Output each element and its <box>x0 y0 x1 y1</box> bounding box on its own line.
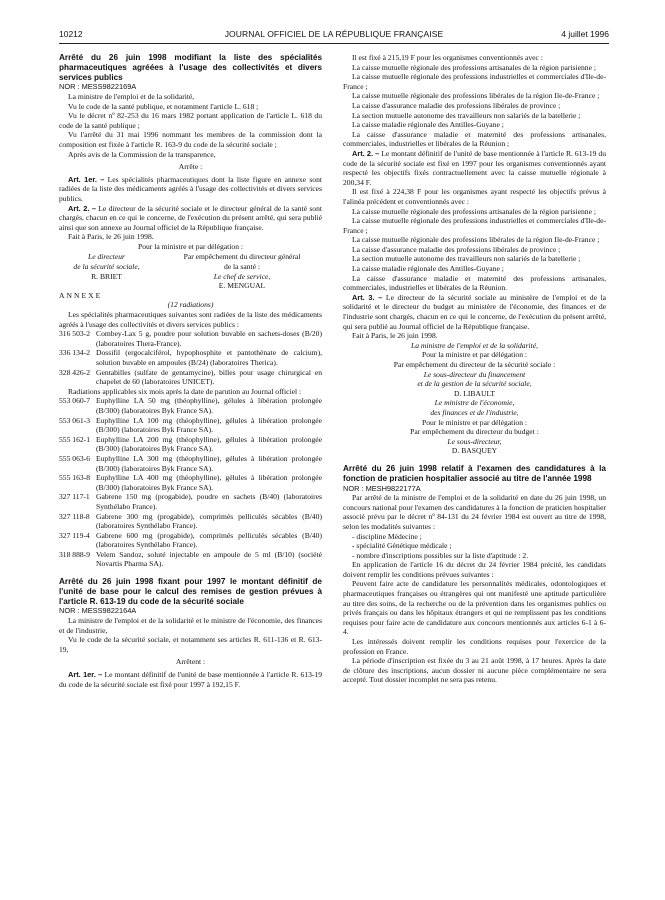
text: La caisse mutuelle régionale des professions libérales de la région Ile-de-France ; <box>352 91 600 101</box>
signature-block <box>59 252 322 290</box>
page-number: 10212 <box>59 29 83 39</box>
text: La section mutuelle autonome des travailleurs non salariés de la batellerie ; <box>352 110 581 120</box>
radiation-text: Combey-Lax 5 g, poudre pour solution buvable en sachets-doses (B/20) (laboratoires Thera-France). <box>96 329 322 348</box>
annexe-intro: Les spécialités pharmaceutiques suivantes sont radiées de la liste des médicaments agréés à l'usage des collectivités et divers services publics : <box>59 310 322 329</box>
text: En application de l'article 16 du décret du 24 février 1984 précité, les candidats doivent remplir les conditions prévues suivantes : <box>343 560 606 579</box>
signature-line: Le sous-directeur du financement <box>423 369 526 379</box>
signature-line: et de la gestion de la sécurité sociale, <box>417 379 532 389</box>
left-column <box>59 53 322 689</box>
radiation-item <box>59 348 322 367</box>
radiation-code: 555 063-6 <box>59 453 91 463</box>
fait-a: Fait à Paris, le 26 juin 1998. <box>352 331 438 341</box>
journal-title: JOURNAL OFFICIEL DE LA RÉPUBLIQUE FRANÇAISE <box>224 29 444 39</box>
radiation-item <box>59 435 322 454</box>
text: La ministre de l'emploi et de la solidarité, <box>68 91 195 101</box>
article-2: Art. 2. – Le montant définitif de l'unité de base mentionnée à l'article R. 613-19 du code de la sécurité sociale est fixé en 1997 pour les organismes conventionnés ayant respecté les objectifs fixés contractuellement avec la caisse mutuelle régionale à 200,34 F. <box>343 148 606 187</box>
radiation-text: Gabrene 600 mg (progabide), comprimés pelliculés sécables (B/40) (laboratoires Synthélabo France). <box>96 530 322 550</box>
radiation-text: Gabrene 150 mg (progabide), poudre en sachets (B/40) (laboratoires Synthélabo France). <box>96 492 322 511</box>
arrete1-nor: NOR : MESS9822169A <box>59 82 137 92</box>
article-1: Art. 1er. – Le montant définitif de l'unité de base mentionnée à l'article R. 613-19 du code de la sécurité sociale est fixé pour 1997 à 192,15 F. <box>59 670 323 689</box>
radiation-code: 555 163-8 <box>59 473 91 483</box>
text: La caisse d'assurance maladie et maternité des professions artisanales, commerciales, industrielles et libérales de la Réunion ; <box>343 129 606 149</box>
text: La ministre de l'emploi et de la solidarité et le ministre de l'économie, des finances et de l'industrie, <box>59 616 322 635</box>
radiation-code: 553 060-7 <box>59 396 91 406</box>
radiation-item <box>59 368 322 387</box>
text: La caisse mutuelle régionale des professions industrielles et commerciales d'Ile-de-France ; <box>343 216 606 235</box>
right-column <box>343 53 606 685</box>
arretent-label: Arrêtent : <box>175 657 206 667</box>
text: Les intéressés doivent remplir les conditions requises pour l'exercice de la profession en France. <box>343 637 606 656</box>
radiation-item <box>59 329 322 348</box>
radiation-list <box>59 329 322 387</box>
arrete2-title: Arrêté du 26 juin 1998 fixant pour 1997 le montant définitif de l'unité de base pour le calcul des remises de gestion prévues à l'article R. 613-19 du code de la sécurité sociale <box>59 577 322 606</box>
arrete1-title: Arrêté du 26 juin 1998 modifiant la liste des spécialités pharmaceutiques agréées à l'usage des collectivités et divers services publics <box>59 53 322 82</box>
signatory-name: E. MENGUAL <box>218 281 266 291</box>
text: La période d'inscription est fixée du 3 au 21 août 1998, à 17 heures. Après la date de clôture des inscriptions, aucun dossier ni aucune pièce complémentaire ne sera accepté. Tout dossier incomplet ne sera pas retenu. <box>343 656 606 685</box>
signature-line: Le ministre de l'économie, <box>434 398 515 408</box>
radiation-item <box>59 396 322 415</box>
radiation-text: Gabrene 300 mg (progabide), comprimés pelliculés sécables (B/40) (laboratoires Synthélabo France). <box>96 511 322 531</box>
radiation-text: Euphylline LA 50 mg (théophylline), gélules à libération prolongée (B/300) (laboratoires Byk France SA). <box>96 396 322 415</box>
signature-line: Par empêchement du directeur de la sécurité sociale : <box>393 360 556 369</box>
annexe-title: ANNEXE <box>59 290 103 300</box>
radiations-note: Radiations applicables six mois après la date de parution au Journal officiel : <box>68 386 302 396</box>
radiation-text: Euphylline LA 200 mg (théophylline), gélules à libération prolongée (B/300) (laboratoires Byk France SA). <box>96 434 322 454</box>
annexe-subtitle: (12 radiations) <box>167 300 214 310</box>
radiation-code: 318 888-9 <box>59 549 91 559</box>
text: La caisse mutuelle régionale des professions industrielles et commerciales d'Ile-de-France ; <box>343 72 606 91</box>
text: La caisse maladie régionale des Antilles-Guyane ; <box>352 264 504 274</box>
radiation-code: 336 134-2 <box>59 348 91 358</box>
radiation-code: 555 162-1 <box>59 434 91 444</box>
radiation-text: Gentabilles (sulfate de gentamycine), billes pour usage chirurgical en chapelet de 60 (laboratoires UNICET). <box>96 367 322 387</box>
signature-line: des finances et de l'industrie, <box>430 407 519 417</box>
text: Vu l'arrêté du 31 mai 1996 nommant les membres de la commission dont la composition est fixée à l'article R. 163-9 du code de la sécurité sociale ; <box>59 130 322 149</box>
arrete2-nor: NOR : MESS9822164A <box>59 606 137 616</box>
signatory-name: D. LIBAULT <box>453 388 496 398</box>
radiation-text: Euphylline LA 100 mg (théophylline), gélules à libération prolongée (B/300) (laboratoires Byk France SA). <box>96 415 322 435</box>
arrete-label: Arrête : <box>178 162 203 172</box>
radiation-item <box>59 492 322 511</box>
signatory-name: R. BRIET <box>91 271 122 281</box>
article-2: Art. 2. – Le directeur de la sécurité sociale et le directeur général de la santé sont chargés, chacun en ce qui le concerne, de l'exécution du présent arrêté, qui sera publié ainsi que son annexe au Journal officiel de la République française. <box>59 203 323 232</box>
signature-line: Le directeur <box>87 252 126 262</box>
text: La caisse d'assurance maladie des professions libérales de province ; <box>352 244 561 254</box>
list-item: - spécialité Génétique médicale ; <box>352 541 452 551</box>
text: Vu le décret nº 82-253 du 16 mars 1982 portant application de l'article L. 618 du code de la santé publique ; <box>59 111 322 130</box>
radiation-code: 328 426-2 <box>59 367 91 377</box>
signature-line: de la sécurité sociale, <box>73 262 140 272</box>
radiation-text: Euphylline LA 400 mg (théophylline), gélules à libération prolongée (B/300) (laboratoires Byk France SA). <box>96 473 322 492</box>
radiation-item <box>59 512 322 531</box>
text: La caisse maladie régionale des Antilles-Guyane ; <box>352 120 504 130</box>
text: Il est fixé à 215,19 F pour les organismes conventionnés avec : <box>352 53 543 62</box>
radiation-list <box>59 396 322 569</box>
header-rule <box>59 43 609 44</box>
text: Vu le code de la sécurité sociale, et notamment ses articles R. 611-136 et R. 613-19, <box>59 635 322 654</box>
radiation-item <box>59 550 322 569</box>
article-1: Art. 1er. – Les spécialités pharmaceutiques dont la liste figure en annexe sont radiées de la liste des médicaments agréés à l'usage des collectivités et divers services publics. <box>59 174 322 203</box>
signature-line: Pour la ministre et par délégation : <box>421 350 528 360</box>
page-header <box>59 29 609 43</box>
arrete3-nor: NOR : MESH9822177A <box>343 483 421 493</box>
radiation-item <box>59 473 322 492</box>
list-item: - discipline Médecine ; <box>352 531 422 541</box>
text: La caisse mutuelle régionale des professions artisanales de la région parisienne ; <box>352 206 596 216</box>
radiation-code: 327 117-1 <box>59 492 90 502</box>
signature-line: Par empêchement du directeur général <box>183 252 301 262</box>
radiation-text: Dossifil (ergocalciférol, hypophosphite et pantothénate de calcium), solution buvable en ampoules (B/24) (laboratoires Therica). <box>96 348 322 368</box>
issue-date: 4 juillet 1996 <box>561 29 609 39</box>
signature-line: Le chef de service, <box>213 271 271 281</box>
radiation-item <box>59 454 322 473</box>
signature-line: La ministre de l'emploi et de la solidarité, <box>410 340 539 350</box>
text: Par arrêté de la ministre de l'emploi et de la solidarité en date du 26 juin 1998, un concours national pour l'examen des candidatures à la fonction de praticien hospitalier associé prévu par le décret nº 84-131 du 24 février 1984 est ouvert au titre de 1998, selon les modalités suivantes : <box>343 493 606 531</box>
fait-a: Fait à Paris, le 26 juin 1998. <box>68 232 154 242</box>
text: Après avis de la Commission de la transparence, <box>68 149 216 159</box>
radiation-code: 327 118-8 <box>59 511 90 521</box>
signature-line: Par empêchement du directeur du budget : <box>410 427 539 437</box>
text: La section mutuelle autonome des travailleurs non salariés de la batellerie ; <box>352 254 581 264</box>
text: Il est fixé à 224,38 F pour les organismes ayant respecté les objectifs prévus à l'alinéa précédent et conventionnés avec : <box>343 187 606 206</box>
text: La caisse mutuelle régionale des professions artisanales de la région parisienne ; <box>352 62 596 72</box>
modalities-list <box>343 532 606 561</box>
signatory-name: D. BASQUEY <box>451 446 498 456</box>
text: La caisse d'assurance maladie des professions libérales de province ; <box>352 100 561 110</box>
text: Peuvent faire acte de candidature les personnalités médicales, odontologiques et pharmaceutiques françaises ou étrangères qui ont manifesté une aptitude particulière au titre des soins, de la recherche ou de la prévention dans les organismes publics ou privés français ou dans les hôpitaux étrangers et qui ne remplissent pas les conditions requises pour faire acte de candidature aux concours mentionnés aux articles 6-1 à 6-4. <box>343 579 606 637</box>
radiation-code: 553 061-3 <box>59 415 91 425</box>
text: La caisse d'assurance maladie et maternité des professions artisanales, commerciales, industrielles et libérales de la Réunion. <box>343 273 606 293</box>
radiation-code: 316 503-2 <box>59 329 91 339</box>
article-3: Art. 3. – Le directeur de la sécurité sociale au ministère de l'emploi et de la solidarité et le directeur du budget au ministère de l'économie, des finances et de l'industrie sont chargés, chacun en ce qui le concerne, de l'exécution du présent arrêté, qui sera publié au Journal officiel de la République française. <box>343 292 606 331</box>
text: La caisse mutuelle régionale des professions libérales de la région Ile-de-France ; <box>352 235 600 245</box>
radiation-code: 327 119-4 <box>59 530 90 540</box>
signature-line: Le sous-directeur, <box>447 436 502 446</box>
arrete3-title: Arrêté du 26 juin 1998 relatif à l'examen des candidatures à la fonction de praticien hospitalier associé au titre de l'année 1998 <box>343 463 606 483</box>
radiation-text: Euphylline LA 300 mg (théophylline), gélules à libération prolongée (B/300) (laboratoires Byk France SA). <box>96 453 322 473</box>
radiation-item <box>59 531 322 550</box>
signature-line: Pour le ministre et par délégation : <box>421 417 528 427</box>
signature-line: de la santé : <box>223 262 261 272</box>
radiation-text: Velem Sandoz, soluté injectable en ampoule de 5 ml (B/10) (société Novartis Pharma SA). <box>96 549 322 569</box>
list-item: - nombre d'inscriptions possibles sur la liste d'aptitude : 2. <box>352 550 529 560</box>
radiation-item <box>59 416 322 435</box>
delegation-line: Pour la ministre et par délégation : <box>137 241 244 251</box>
text: Vu le code de la santé publique, et notamment l'article L. 618 ; <box>68 101 259 111</box>
